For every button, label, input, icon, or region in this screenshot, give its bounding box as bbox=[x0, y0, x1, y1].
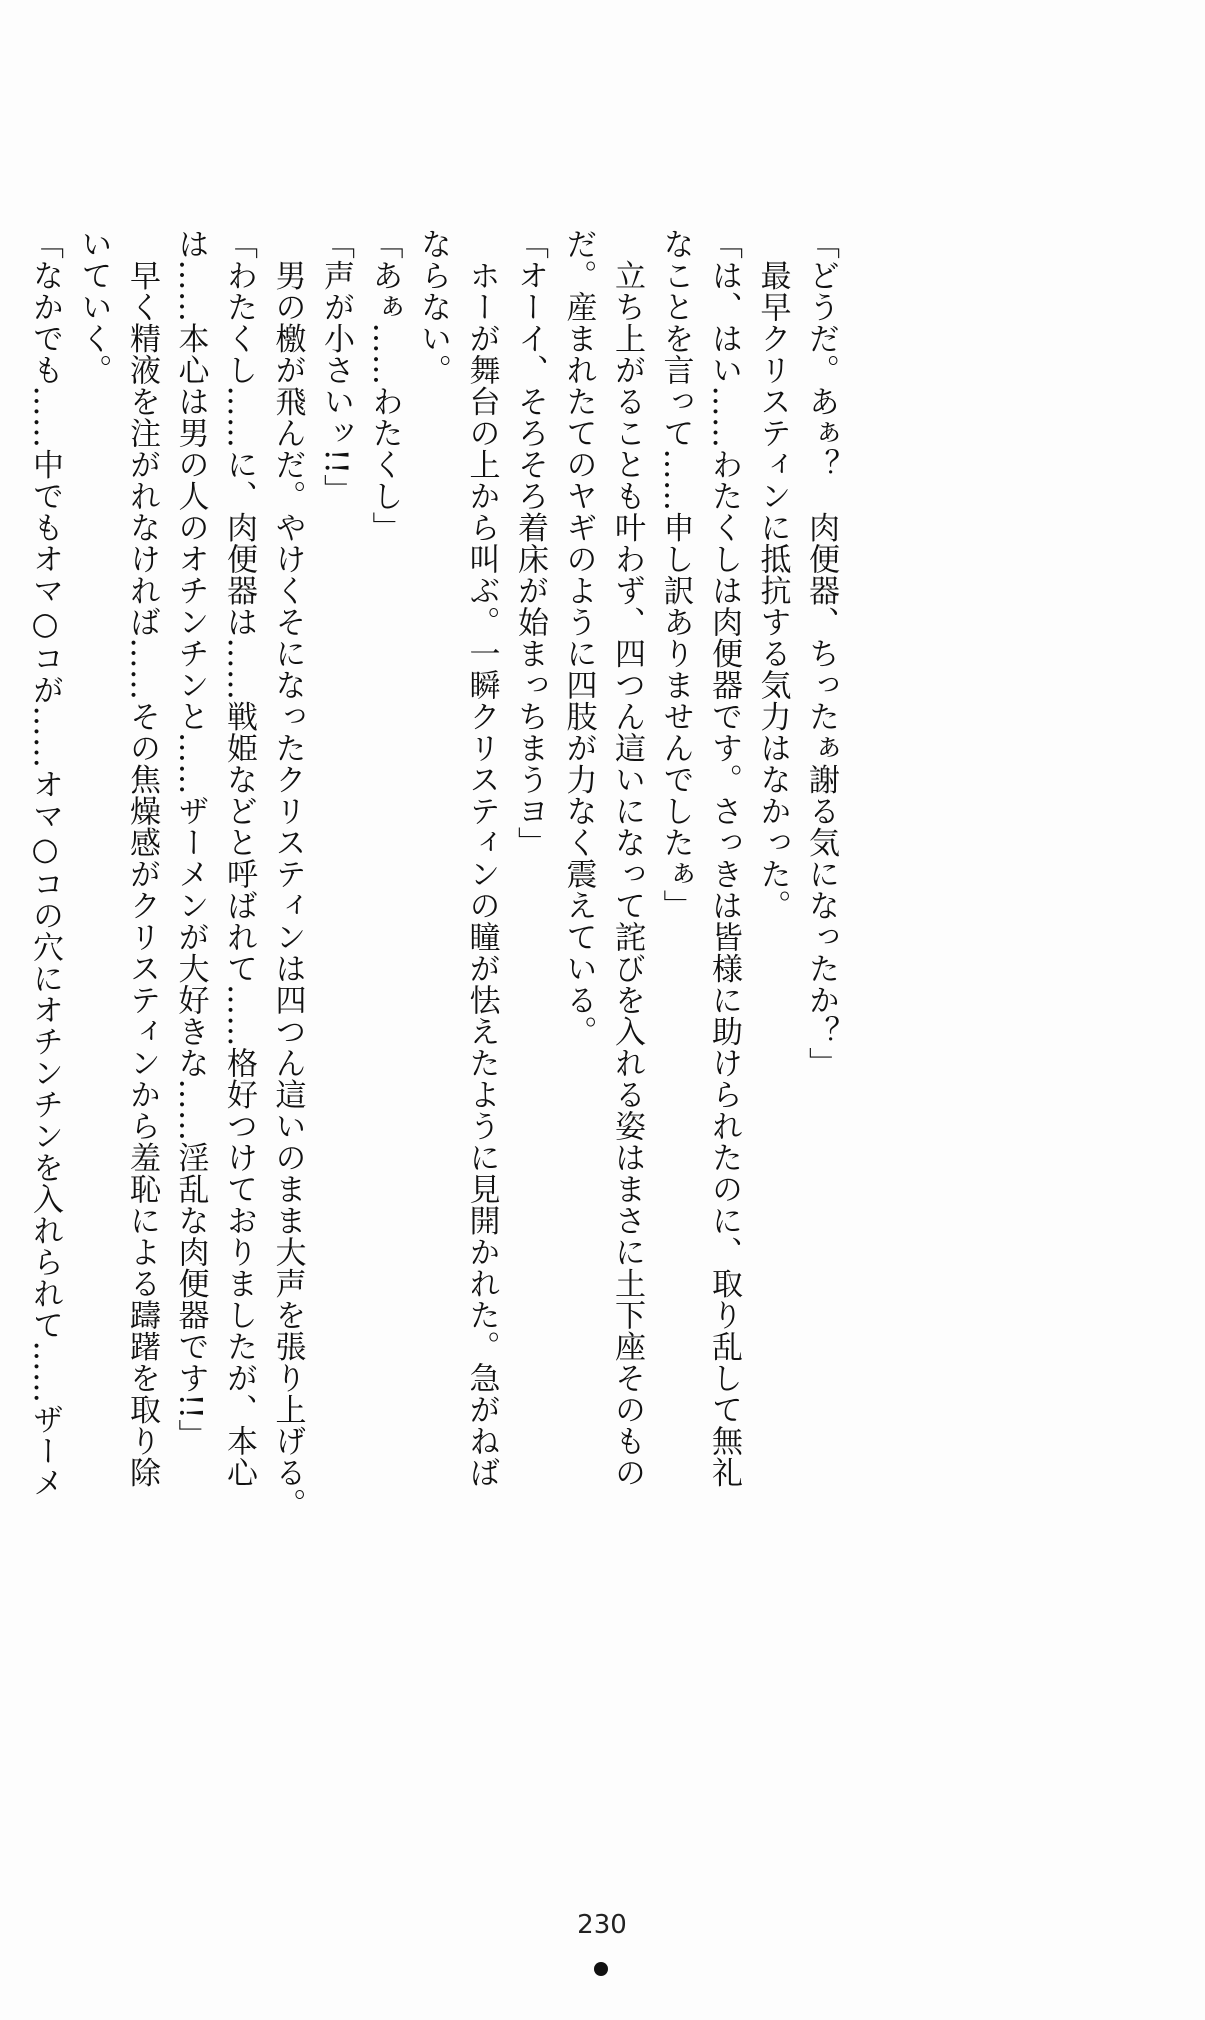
text-line: 「あぁ……わたくし」 bbox=[366, 228, 403, 543]
text-line: ならない。 bbox=[415, 228, 451, 386]
text-line: 「オーイ、そろそろ着床が始まっちまうヨ」 bbox=[512, 228, 548, 858]
text-line: 「どうだ。あぁ？ 肉便器、ちったぁ謝る気になったか？」 bbox=[803, 228, 839, 1079]
text-line: 最早クリスティンに抵抗する気力はなかった。 bbox=[754, 228, 791, 921]
text-line: 「声が小さいッ!!」 bbox=[318, 228, 354, 506]
vertical-text-block bbox=[27, 228, 845, 1888]
text-line: なことを言って……申し訳ありませんでしたぁ」 bbox=[657, 228, 694, 921]
text-line: 立ち上がることも叶わず、四つん這いになって詫びを入れる姿はまさに土下座そのもの bbox=[609, 228, 645, 1488]
text-line: 早く精液を注がれなければ……その焦燥感がクリスティンから羞恥による躊躇を取り除 bbox=[124, 228, 160, 1488]
page-number: 230 bbox=[577, 1910, 627, 1940]
text-line: は……本心は男の人のオチンチンと……ザーメンが大好きな……淫乱な肉便器です!!」 bbox=[172, 228, 209, 1451]
text-line: だ。産まれたてのヤギのように四肢が力なく震えている。 bbox=[560, 228, 597, 1047]
page-marker-dot bbox=[594, 1962, 608, 1976]
text-line: いていく。 bbox=[75, 228, 112, 386]
text-line: 「わたくし……に、肉便器は……戦姫などと呼ばれて……格好つけておりましたが、本心 bbox=[221, 228, 257, 1488]
text-line: 男の檄が飛んだ。やけくそになったクリスティンは四つん這いのまま大声を張り上げる。 bbox=[269, 228, 306, 1520]
text-line: ホーが舞台の上から叫ぶ。一瞬クリスティンの瞳が怯えたように見開かれた。急がねば bbox=[463, 228, 500, 1488]
text-line: 「なかでも……中でもオマ○コが……オマ○コの穴にオチンチンを入れられて……ザーメ bbox=[27, 228, 63, 1498]
text-line: 「は、はい……わたくしは肉便器です。さっきは皆様に助けられたのに、取り乱して無礼 bbox=[706, 228, 742, 1488]
